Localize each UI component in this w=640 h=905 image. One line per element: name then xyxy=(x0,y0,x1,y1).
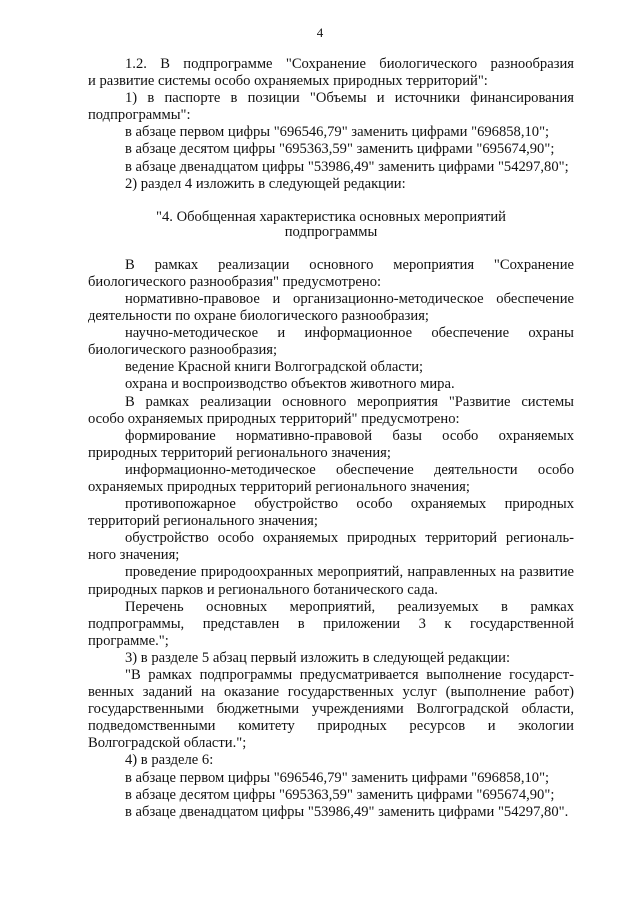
text-line: государственными бюджетными учреждениями Волгоградской области, xyxy=(88,701,574,718)
text-line: биологического разнообразия; xyxy=(88,342,278,359)
text-line: охрана и воспроизводство объектов животного мира. xyxy=(125,376,455,393)
text-line: подпрограммы": xyxy=(88,107,191,124)
text-line: территорий регионального значения; xyxy=(88,513,318,530)
text-line: формирование нормативно-правовой базы особо охраняемых xyxy=(125,427,574,444)
text-line: в абзаце двенадцатом цифры "53986,49" заменить цифрами "54297,80". xyxy=(125,803,569,820)
text-line: обустройство особо охраняемых природных территорий региональ- xyxy=(125,530,574,547)
text-line: Перечень основных мероприятий, реализуемых в рамках xyxy=(125,598,574,615)
section-heading xyxy=(88,210,574,240)
text-line: 3) в разделе 5 абзац первый изложить в следующей редакции: xyxy=(125,649,511,666)
text-line: научно-методическое и информационное обеспечение охраны xyxy=(125,325,574,342)
text-line: в абзаце первом цифры "696546,79" заменить цифрами "696858,10"; xyxy=(125,124,550,141)
text-line: информационно-методическое обеспечение деятельности особо xyxy=(125,461,574,478)
text-line: подпрограммы, представлен в приложении 3 к государственной xyxy=(88,615,574,632)
text-line: "В рамках подпрограммы предусматривается выполнение государст- xyxy=(125,667,574,683)
text-line: природных территорий регионального значения; xyxy=(88,444,391,461)
text-line: в абзаце десятом цифры "695363,59" заменить цифрами "695674,90"; xyxy=(125,786,555,803)
text-line: 2) раздел 4 изложить в следующей редакции: xyxy=(125,175,406,192)
text-line: подведомственными комитету природных ресурсов и экологии xyxy=(88,718,574,735)
text-line: ного значения; xyxy=(88,547,180,564)
text-line: природных парков и регионального ботанического сада. xyxy=(88,581,438,598)
text-line: деятельности по охране биологического разнообразия; xyxy=(88,308,429,325)
text-line: противопожарное обустройство особо охраняемых природных xyxy=(125,496,574,513)
text-line: в абзаце первом цифры "696546,79" заменить цифрами "696858,10"; xyxy=(125,769,550,786)
text-line: 1) в паспорте в позиции "Объемы и источники финансирования xyxy=(125,90,574,107)
text-line: охраняемых природных территорий регионального значения; xyxy=(88,478,470,495)
text-line: Волгоградской области."; xyxy=(88,735,247,752)
text-line: ведение Красной книги Волгоградской области; xyxy=(125,359,424,376)
text-line: проведение природоохранных мероприятий, направленных на развитие xyxy=(125,564,574,581)
text-line: 4) в разделе 6: xyxy=(125,752,214,769)
text-line: нормативно-правовое и организационно-методическое обеспечение xyxy=(125,290,574,307)
document-body xyxy=(88,56,574,821)
page-number: 4 xyxy=(316,25,324,40)
text-line: В рамках реализации основного мероприятия "Развитие системы xyxy=(125,393,574,410)
text-line: биологического разнообразия" предусмотрено: xyxy=(88,273,382,290)
text-line: особо охраняемых природных территорий" предусмотрено: xyxy=(88,410,460,427)
heading-line: "4. Обобщенная характеристика основных мероприятий xyxy=(156,208,506,225)
text-line: в абзаце десятом цифры "695363,59" заменить цифрами "695674,90"; xyxy=(125,141,555,158)
text-line: венных заданий на оказание государственных услуг (выполнение работ) xyxy=(88,684,574,701)
text-line: и развитие системы особо охраняемых природных территорий": xyxy=(88,73,488,90)
text-line: программе."; xyxy=(88,632,169,649)
text-line: 1.2. В подпрограмме "Сохранение биологического разнообразия xyxy=(125,56,574,72)
text-line: В рамках реализации основного мероприятия "Сохранение xyxy=(125,256,574,273)
text-line: в абзаце двенадцатом цифры "53986,49" заменить цифрами "54297,80"; xyxy=(125,158,569,175)
heading-line: подпрограммы xyxy=(284,223,378,240)
